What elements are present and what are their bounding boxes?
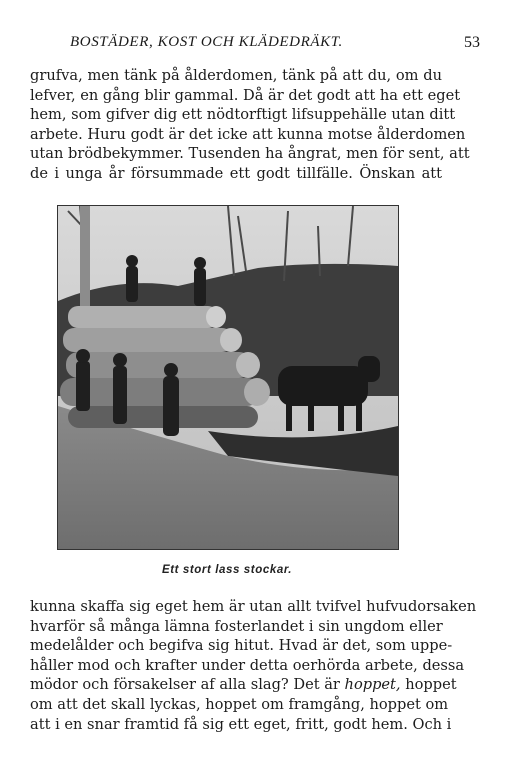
page-header [40, 34, 480, 56]
text-line: att i en snar framtid få sig ett eget, fritt, godt hem. Och i [30, 715, 452, 733]
tree-trunk [80, 206, 90, 316]
text-line: hvarför så många lämna fosterlandet i sin ungdom eller [30, 617, 443, 635]
running-head: BOSTÄDER, KOST OCH KLÄDEDRÄKT. [70, 34, 343, 50]
text-line: de i unga år försummade ett godt tillfälle. Önskan att [30, 164, 442, 182]
photo-illustration [58, 206, 398, 549]
text-line: om att det skall lyckas, hoppet om framgång, hoppet om [30, 695, 449, 713]
text-line: lefver, en gång blir gammal. Då är det godt att ha ett eget [30, 86, 461, 104]
top-paragraph [30, 66, 470, 184]
text-line: håller mod och krafter under detta oerhörda arbete, dessa [30, 656, 465, 674]
text-line: utan brödbekymmer. Tusenden ha ångrat, men för sent, att [30, 145, 470, 163]
text-line: hem, som gifver dig ett nödtorftigt lifsuppehälle utan ditt [30, 106, 456, 124]
italic-word: hoppet, [344, 676, 401, 694]
page-number: 53 [464, 34, 480, 51]
text-line: arbete. Huru godt är det icke att kunna motse ålderdomen [30, 125, 466, 143]
text-line: grufva, men tänk på ålderdomen, tänk på att du, om du [30, 67, 442, 84]
photograph-log-load [57, 205, 399, 550]
text-segment: hoppet [405, 676, 457, 694]
text-line-with-italic [30, 675, 457, 695]
text-line: medelålder och begifva sig hitut. Hvad är det, som uppe- [30, 637, 453, 655]
text-line: kunna skaffa sig eget hem är utan allt tvifvel hufvudorsaken [30, 598, 477, 615]
text-segment: mödor och försakelser af alla slag? Det är [30, 676, 340, 694]
bottom-paragraph [30, 597, 477, 734]
figure-caption: Ett stort lass stockar. [161, 564, 293, 576]
